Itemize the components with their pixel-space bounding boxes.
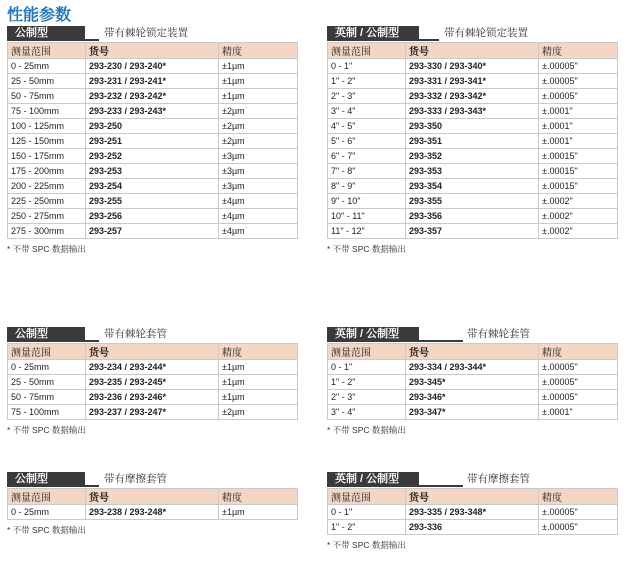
table-header-row (8, 43, 298, 59)
table-row (8, 360, 298, 375)
section-tag: 公制型 (7, 327, 85, 342)
header-range: 测量范围 (328, 43, 406, 59)
table-row (328, 375, 618, 390)
cell-range: 25 - 50mm (8, 375, 86, 390)
cell-range: 8" - 9" (328, 179, 406, 194)
cell-part-no: 293-356 (406, 209, 539, 224)
table-header-row (8, 489, 298, 505)
cell-accuracy: ±.00005" (539, 89, 618, 104)
cell-accuracy: ±1µm (219, 89, 298, 104)
table-row (8, 74, 298, 89)
cell-part-no: 293-235 / 293-245* (86, 375, 219, 390)
cell-accuracy: ±1µm (219, 505, 298, 520)
table-row (328, 360, 618, 375)
section-header (327, 26, 617, 41)
cell-part-no: 293-350 (406, 119, 539, 134)
cell-part-no: 293-256 (86, 209, 219, 224)
header-accuracy: 精度 (539, 43, 618, 59)
cell-range: 25 - 50mm (8, 74, 86, 89)
spec-table (327, 42, 618, 239)
header-range: 测量范围 (8, 43, 86, 59)
cell-range: 275 - 300mm (8, 224, 86, 239)
section-header (7, 327, 297, 342)
section-metric-ratchet-thimble (7, 327, 297, 436)
table-row (8, 390, 298, 405)
table-row (8, 179, 298, 194)
footnote: * 不带 SPC 数据输出 (327, 244, 406, 254)
section-inch-metric-ratchet-lock (327, 26, 617, 255)
table-row (328, 405, 618, 420)
cell-accuracy: ±2µm (219, 119, 298, 134)
table-row (328, 520, 618, 535)
table-row (328, 390, 618, 405)
cell-part-no: 293-250 (86, 119, 219, 134)
table-row (8, 224, 298, 239)
header-part-no: 货号 (86, 489, 219, 505)
cell-part-no: 293-335 / 293-348* (406, 505, 539, 520)
spec-table (7, 343, 298, 420)
table-row (8, 405, 298, 420)
table-header-row (328, 344, 618, 360)
header-range: 测量范围 (328, 489, 406, 505)
cell-accuracy: ±.0002" (539, 209, 618, 224)
spec-table (327, 488, 618, 535)
cell-range: 100 - 125mm (8, 119, 86, 134)
cell-accuracy: ±1µm (219, 59, 298, 74)
cell-accuracy: ±3µm (219, 164, 298, 179)
cell-range: 0 - 1" (328, 505, 406, 520)
cell-range: 150 - 175mm (8, 149, 86, 164)
cell-accuracy: ±1µm (219, 390, 298, 405)
cell-range: 2" - 3" (328, 89, 406, 104)
cell-part-no: 293-346* (406, 390, 539, 405)
cell-range: 50 - 75mm (8, 89, 86, 104)
cell-accuracy: ±.00005" (539, 505, 618, 520)
header-rule (85, 340, 99, 342)
header-part-no: 货号 (406, 43, 539, 59)
cell-range: 125 - 150mm (8, 134, 86, 149)
cell-accuracy: ±.00005" (539, 520, 618, 535)
table-header-row (328, 489, 618, 505)
section-inch-metric-ratchet-thimble (327, 327, 617, 436)
cell-range: 75 - 100mm (8, 405, 86, 420)
table-row (8, 149, 298, 164)
section-tag: 英制 / 公制型 (327, 472, 419, 487)
cell-accuracy: ±.00005" (539, 390, 618, 405)
table-row (328, 59, 618, 74)
cell-accuracy: ±.00015" (539, 179, 618, 194)
table-header-row (8, 344, 298, 360)
cell-accuracy: ±.00015" (539, 149, 618, 164)
cell-part-no: 293-334 / 293-344* (406, 360, 539, 375)
cell-part-no: 293-330 / 293-340* (406, 59, 539, 74)
cell-accuracy: ±.0001" (539, 405, 618, 420)
cell-accuracy: ±4µm (219, 224, 298, 239)
header-rule (419, 340, 463, 342)
page-title: 性能参数 (7, 7, 72, 24)
section-description: 带有棘轮锁定装置 (444, 27, 528, 39)
cell-part-no: 293-252 (86, 149, 219, 164)
section-tag: 公制型 (7, 26, 85, 41)
footnote: * 不带 SPC 数据输出 (7, 244, 86, 254)
table-row (8, 194, 298, 209)
cell-part-no: 293-254 (86, 179, 219, 194)
cell-range: 6" - 7" (328, 149, 406, 164)
cell-part-no: 293-354 (406, 179, 539, 194)
table-row (328, 119, 618, 134)
section-description: 带有棘轮套管 (467, 328, 530, 340)
section-header (7, 26, 297, 41)
table-row (328, 164, 618, 179)
cell-range: 11" - 12" (328, 224, 406, 239)
cell-range: 9" - 10" (328, 194, 406, 209)
section-header (327, 472, 617, 487)
cell-range: 3" - 4" (328, 104, 406, 119)
cell-accuracy: ±2µm (219, 405, 298, 420)
spec-table (327, 343, 618, 420)
table-row (8, 104, 298, 119)
cell-accuracy: ±1µm (219, 360, 298, 375)
cell-range: 0 - 1" (328, 59, 406, 74)
section-description: 带有棘轮锁定装置 (104, 27, 188, 39)
cell-part-no: 293-234 / 293-244* (86, 360, 219, 375)
table-row (8, 505, 298, 520)
cell-range: 3" - 4" (328, 405, 406, 420)
cell-accuracy: ±.0001" (539, 119, 618, 134)
header-part-no: 货号 (86, 344, 219, 360)
cell-part-no: 293-255 (86, 194, 219, 209)
cell-part-no: 293-353 (406, 164, 539, 179)
cell-accuracy: ±.00005" (539, 74, 618, 89)
cell-range: 75 - 100mm (8, 104, 86, 119)
table-row (328, 179, 618, 194)
cell-part-no: 293-331 / 293-341* (406, 74, 539, 89)
cell-range: 0 - 25mm (8, 360, 86, 375)
footnote: * 不带 SPC 数据输出 (7, 525, 86, 535)
table-header-row (328, 43, 618, 59)
cell-range: 200 - 225mm (8, 179, 86, 194)
cell-accuracy: ±.0001" (539, 134, 618, 149)
cell-range: 1" - 2" (328, 520, 406, 535)
section-header (7, 472, 297, 487)
section-metric-ratchet-lock (7, 26, 297, 255)
table-row (8, 59, 298, 74)
cell-range: 4" - 5" (328, 119, 406, 134)
cell-range: 10" - 11" (328, 209, 406, 224)
cell-range: 50 - 75mm (8, 390, 86, 405)
cell-part-no: 293-231 / 293-241* (86, 74, 219, 89)
header-accuracy: 精度 (219, 344, 298, 360)
header-accuracy: 精度 (219, 43, 298, 59)
table-row (328, 149, 618, 164)
table-row (328, 209, 618, 224)
cell-accuracy: ±4µm (219, 194, 298, 209)
header-range: 测量范围 (328, 344, 406, 360)
header-accuracy: 精度 (539, 489, 618, 505)
footnote: * 不带 SPC 数据输出 (327, 540, 406, 550)
table-row (328, 134, 618, 149)
header-part-no: 货号 (406, 344, 539, 360)
cell-part-no: 293-236 / 293-246* (86, 390, 219, 405)
cell-part-no: 293-345* (406, 375, 539, 390)
header-accuracy: 精度 (539, 344, 618, 360)
cell-range: 7" - 8" (328, 164, 406, 179)
cell-range: 225 - 250mm (8, 194, 86, 209)
cell-accuracy: ±.00005" (539, 360, 618, 375)
cell-accuracy: ±1µm (219, 74, 298, 89)
table-row (328, 224, 618, 239)
table-row (328, 505, 618, 520)
header-range: 测量范围 (8, 344, 86, 360)
header-rule (85, 485, 99, 487)
header-rule (419, 485, 463, 487)
cell-part-no: 293-355 (406, 194, 539, 209)
cell-part-no: 293-253 (86, 164, 219, 179)
section-header (327, 327, 617, 342)
spec-table (7, 488, 298, 520)
cell-part-no: 293-336 (406, 520, 539, 535)
cell-range: 1" - 2" (328, 74, 406, 89)
cell-part-no: 293-232 / 293-242* (86, 89, 219, 104)
header-part-no: 货号 (406, 489, 539, 505)
cell-range: 0 - 1" (328, 360, 406, 375)
cell-accuracy: ±2µm (219, 134, 298, 149)
table-row (8, 209, 298, 224)
table-row (328, 194, 618, 209)
cell-accuracy: ±.0002" (539, 194, 618, 209)
cell-range: 0 - 25mm (8, 505, 86, 520)
cell-range: 5" - 6" (328, 134, 406, 149)
cell-accuracy: ±.00005" (539, 375, 618, 390)
table-row (328, 89, 618, 104)
section-tag: 英制 / 公制型 (327, 26, 419, 41)
cell-part-no: 293-237 / 293-247* (86, 405, 219, 420)
table-row (8, 134, 298, 149)
header-part-no: 货号 (86, 43, 219, 59)
cell-part-no: 293-230 / 293-240* (86, 59, 219, 74)
cell-part-no: 293-347* (406, 405, 539, 420)
cell-accuracy: ±.0001" (539, 104, 618, 119)
cell-part-no: 293-333 / 293-343* (406, 104, 539, 119)
section-metric-friction-thimble (7, 472, 297, 536)
cell-accuracy: ±1µm (219, 375, 298, 390)
header-range: 测量范围 (8, 489, 86, 505)
cell-part-no: 293-233 / 293-243* (86, 104, 219, 119)
cell-part-no: 293-238 / 293-248* (86, 505, 219, 520)
cell-accuracy: ±4µm (219, 209, 298, 224)
cell-range: 250 - 275mm (8, 209, 86, 224)
section-tag: 公制型 (7, 472, 85, 487)
header-rule (85, 39, 99, 41)
cell-part-no: 293-251 (86, 134, 219, 149)
footnote: * 不带 SPC 数据输出 (327, 425, 406, 435)
section-description: 带有摩擦套管 (104, 473, 167, 485)
cell-part-no: 293-351 (406, 134, 539, 149)
table-row (328, 74, 618, 89)
cell-range: 1" - 2" (328, 375, 406, 390)
cell-range: 175 - 200mm (8, 164, 86, 179)
table-row (8, 119, 298, 134)
cell-accuracy: ±.00005" (539, 59, 618, 74)
section-description: 带有棘轮套管 (104, 328, 167, 340)
section-inch-metric-friction-thimble (327, 472, 617, 551)
header-rule (419, 39, 439, 41)
cell-part-no: 293-332 / 293-342* (406, 89, 539, 104)
section-tag: 英制 / 公制型 (327, 327, 419, 342)
cell-part-no: 293-257 (86, 224, 219, 239)
footnote: * 不带 SPC 数据输出 (7, 425, 86, 435)
spec-table (7, 42, 298, 239)
table-row (8, 375, 298, 390)
cell-part-no: 293-352 (406, 149, 539, 164)
cell-accuracy: ±3µm (219, 149, 298, 164)
cell-accuracy: ±2µm (219, 104, 298, 119)
header-accuracy: 精度 (219, 489, 298, 505)
table-row (8, 164, 298, 179)
table-row (8, 89, 298, 104)
cell-accuracy: ±.0002" (539, 224, 618, 239)
cell-accuracy: ±.00015" (539, 164, 618, 179)
cell-range: 2" - 3" (328, 390, 406, 405)
cell-range: 0 - 25mm (8, 59, 86, 74)
section-description: 带有摩擦套管 (467, 473, 530, 485)
cell-part-no: 293-357 (406, 224, 539, 239)
cell-accuracy: ±3µm (219, 179, 298, 194)
table-row (328, 104, 618, 119)
